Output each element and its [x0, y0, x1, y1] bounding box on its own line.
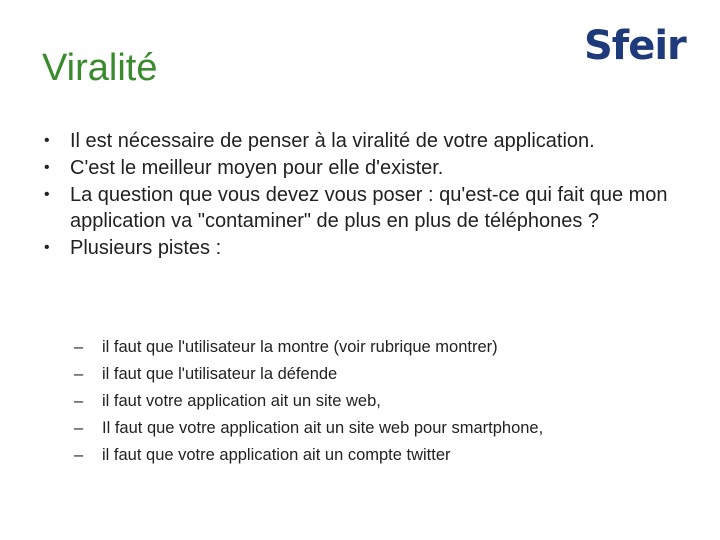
sub-bullet-marker: –	[74, 446, 84, 464]
sub-bullet-text: Il faut que votre application ait un site web pour smartphone,	[102, 419, 544, 437]
sub-bullet-item	[72, 361, 692, 388]
slide-title: Viralité	[42, 47, 158, 89]
bullet-marker: •	[44, 239, 50, 256]
sub-bullet-item	[72, 415, 692, 442]
bullet-item	[42, 235, 682, 261]
bullet-marker: •	[44, 159, 50, 176]
bullet-item	[42, 182, 682, 234]
sfeir-logo	[584, 20, 702, 70]
sub-bullet-marker: –	[74, 338, 84, 356]
bullet-marker: •	[44, 186, 50, 203]
bullet-text: C'est le meilleur moyen pour elle d'exister.	[70, 157, 444, 179]
sub-bullet-marker: –	[74, 365, 84, 383]
sub-bullet-item	[72, 442, 692, 469]
logo-text: Sfeir	[584, 23, 686, 69]
bullet-item	[42, 155, 682, 181]
bullet-text: Plusieurs pistes :	[70, 237, 222, 259]
bullet-text: Il est nécessaire de penser à la viralité de votre application.	[70, 130, 595, 152]
sub-bullet-item	[72, 388, 692, 415]
sub-bullet-marker: –	[74, 419, 84, 437]
sub-bullet-text: il faut que l'utilisateur la montre (voir rubrique montrer)	[102, 338, 498, 356]
bullet-item	[42, 128, 682, 154]
sub-bullet-text: il faut que l'utilisateur la défende	[102, 365, 338, 383]
sub-bullet-list	[72, 334, 692, 469]
sub-bullet-text: il faut que votre application ait un compte twitter	[102, 446, 451, 464]
sub-bullet-marker: –	[74, 392, 84, 410]
bullet-list	[42, 128, 682, 262]
bullet-marker: •	[44, 132, 50, 149]
sub-bullet-item	[72, 334, 692, 361]
sub-bullet-text: il faut votre application ait un site web,	[102, 392, 381, 410]
bullet-text: La question que vous devez vous poser : qu'est-ce qui fait que mon application va "contaminer" de plus en plus de téléphones ?	[70, 184, 668, 232]
